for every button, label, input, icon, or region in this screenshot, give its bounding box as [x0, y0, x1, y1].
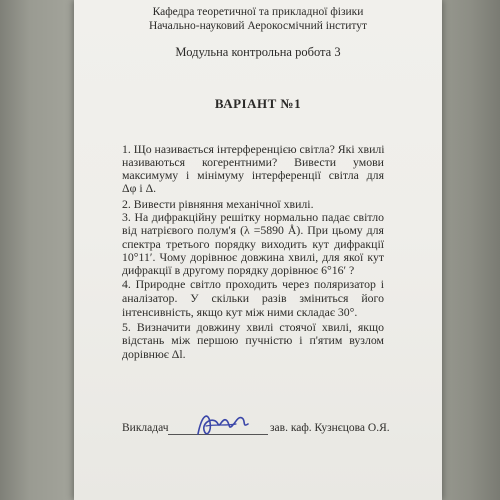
question-line: спектра третього порядку виходить кут дифракції — [122, 237, 384, 251]
question-line: дорівнює Δl. — [122, 347, 186, 361]
question-line: 10°11′. Чому дорівнює довжина хвилі, для якої кут — [122, 250, 384, 264]
question-line: 2. Вивести рівняння механічної хвилі. — [122, 197, 314, 211]
question-line: 4. Природне світло проходить через поляризатор і — [122, 277, 384, 291]
question-line: інтенсивність, якщо кут між ними складає 30°. — [122, 305, 358, 319]
handwritten-signature-icon — [192, 404, 252, 444]
question-line: 1. Що називається інтерференцією світла? Які хвилі — [122, 142, 385, 156]
question-line: Δφ і Δ. — [122, 181, 157, 195]
question-line: 3. На дифракційну решітку нормально падає світло — [122, 210, 384, 224]
question-line: максимуму і мінімуму інтерференції світла для — [122, 168, 384, 182]
author-position: зав. каф. Кузнєцова О.Я. — [270, 422, 390, 434]
question-line: відстань між першою пучністю і п'ятим вузлом — [122, 333, 384, 347]
question-line: називаються когерентними? Вивести умови — [122, 155, 384, 169]
question-line: дифракції в другому порядку дорівнює 6°16′ ? — [122, 263, 355, 277]
question-line: від натрієвого полум'я (λ =5890 Å). При цьому для — [122, 223, 384, 237]
signature-block — [122, 418, 422, 442]
department-header: Кафедра теоретичної та прикладної фізики — [152, 6, 364, 18]
variant-title: ВАРІАНТ №1 — [214, 96, 302, 111]
exam-sheet — [74, 0, 442, 500]
question-line: 5. Визначити довжину хвилі стоячої хвилі, якщо — [122, 320, 384, 334]
institute-header: Начально-науковий Аерокосмічний інститут — [148, 20, 368, 32]
lecturer-label: Викладач — [122, 422, 169, 434]
document-subtitle: Модульна контрольна робота 3 — [175, 45, 341, 59]
question-line: аналізатор. У скільки разів зміниться його — [122, 291, 384, 305]
